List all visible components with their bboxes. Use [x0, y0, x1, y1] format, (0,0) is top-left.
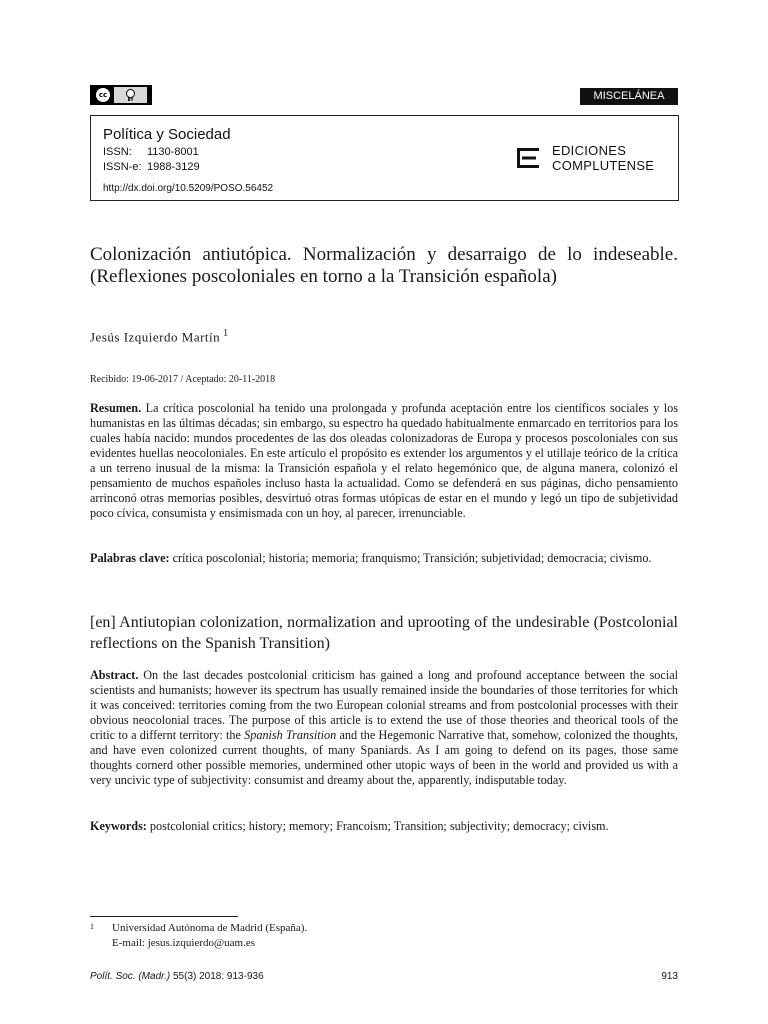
issn-value: 1130-8001 [147, 146, 199, 158]
resumen-text: La crítica poscolonial ha tenido una prolongada y profunda aceptación entre los científicos sociales y los humanistas en las últimas décadas; sin embargo, su espectro ha quedado habitualmente enmarcado en territorios para los cuales había nacido: mundos procedentes de las dos oleadas colonizadoras de Europa y procesos poscoloniales con sus evidentes huellas neocoloniales. En este artículo el propósito es extender los argumentos y el utillaje teórico de la crítica a un terreno inusual de la misma: la Transición española y el relato hegemónico que, de alguna manera, colonizó el pensamiento de muchos españoles incluso hasta la actualidad. Como se defenderá en sus páginas, dicho pensamiento arrinconó otras memorias posibles, desvirtuó otras formas utópicas de estar en el mundo y legó un tipo de subjetividad poco cívica, consumista y ensimismada con un hoy, al parecer, irrenunciable. [90, 401, 679, 520]
section-tag: MISCELÁNEA [580, 88, 678, 105]
page-number: 913 [661, 971, 678, 982]
ediciones-complutense-icon [516, 146, 540, 170]
palabras-clave-label: Palabras clave: [90, 551, 170, 565]
abstract-text-part1: On the last decades postcolonial criticism has gained a long and profound acceptance between the social scientists and humanists; however its spectrum has usually remained inside the boundaries of those territories for which it was conceived: territories coming from the two European colonial streams and from postcolonial processes with their obvious neocolonial traces. The purpose of this article is to extend the use of those theories and theorical tools of the critic to a differnt territory: the [90, 668, 678, 742]
footnote-number: 1 [90, 922, 94, 931]
palabras-clave-block [90, 551, 678, 566]
abstract-text-italic: Spanish Transition [244, 728, 337, 742]
eissn-row [103, 161, 200, 173]
received-accepted-dates: Recibido: 19-06-2017 / Aceptado: 20-11-2018 [90, 374, 276, 385]
footer-volume-pages: 55(3) 2018: 913-936 [173, 971, 264, 982]
palabras-clave-text: crítica poscolonial; historia; memoria; franquismo; Transición; subjetividad; democracia; civismo. [172, 551, 652, 565]
author-line [90, 328, 229, 345]
cc-by-license-badge [90, 85, 152, 105]
publisher-line2: COMPLUTENSE [552, 158, 655, 173]
author-name: Jesús Izquierdo Martín [90, 329, 221, 345]
author-footnote-marker: 1 [223, 328, 229, 339]
issn-row [103, 146, 199, 158]
footnote-affiliation: Universidad Autónoma de Madrid (España). [112, 922, 308, 934]
eissn-label: ISSN-e: [103, 161, 142, 173]
publisher-logo [516, 143, 654, 173]
eissn-value: 1988-3129 [147, 161, 200, 173]
by-icon [114, 87, 147, 103]
abstract-text-part2: and the Hegemonic Narrative that, somehow, colonized the thoughts, and have even colonized current thoughts, of many Spaniards. As I am going to defend on its pages, those same thoughts cornerd other possible memories, undermined other utopic ways of been in the world and provided us with a very uncivic type of subjectivity: consumist and dreamy about the, apparently, indisputable today. [90, 728, 679, 787]
keywords-text: postcolonial critics; history; memory; Francoism; Transition; subjectivity; democracy; civism. [149, 819, 609, 833]
journal-name: Política y Sociedad [103, 126, 231, 143]
footnote-divider [90, 916, 238, 917]
footnote [90, 921, 307, 951]
by-label: BY [127, 96, 134, 102]
doi-link[interactable]: http://dx.doi.org/10.5209/POSO.56452 [103, 183, 274, 194]
english-title: [en] Antiutopian colonization, normalization and uprooting of the undesirable (Postcolonial reflections on the Spanish Transition) [90, 614, 678, 652]
publisher-name [552, 143, 654, 173]
article-title: Colonización antiutópica. Normalización y desarraigo de lo indeseable. (Reflexiones poscoloniales en torno a la Transición española) [90, 244, 678, 287]
footer-journal-abbrev: Polít. Soc. (Madr.) [90, 971, 171, 982]
issn-label: ISSN: [103, 146, 132, 158]
footer-citation [90, 971, 264, 982]
publisher-line1: EDICIONES [552, 143, 627, 158]
cc-icon: cc [95, 87, 111, 103]
journal-header-box [90, 115, 679, 201]
abstract-block [90, 668, 678, 788]
footnote-email: E-mail: jesus.izquierdo@uam.es [112, 937, 256, 949]
resumen-block [90, 401, 678, 521]
keywords-block [90, 819, 678, 834]
page-footer [90, 971, 678, 982]
keywords-label: Keywords: [90, 819, 147, 833]
resumen-label: Resumen. [90, 401, 142, 415]
abstract-label: Abstract. [90, 668, 139, 682]
